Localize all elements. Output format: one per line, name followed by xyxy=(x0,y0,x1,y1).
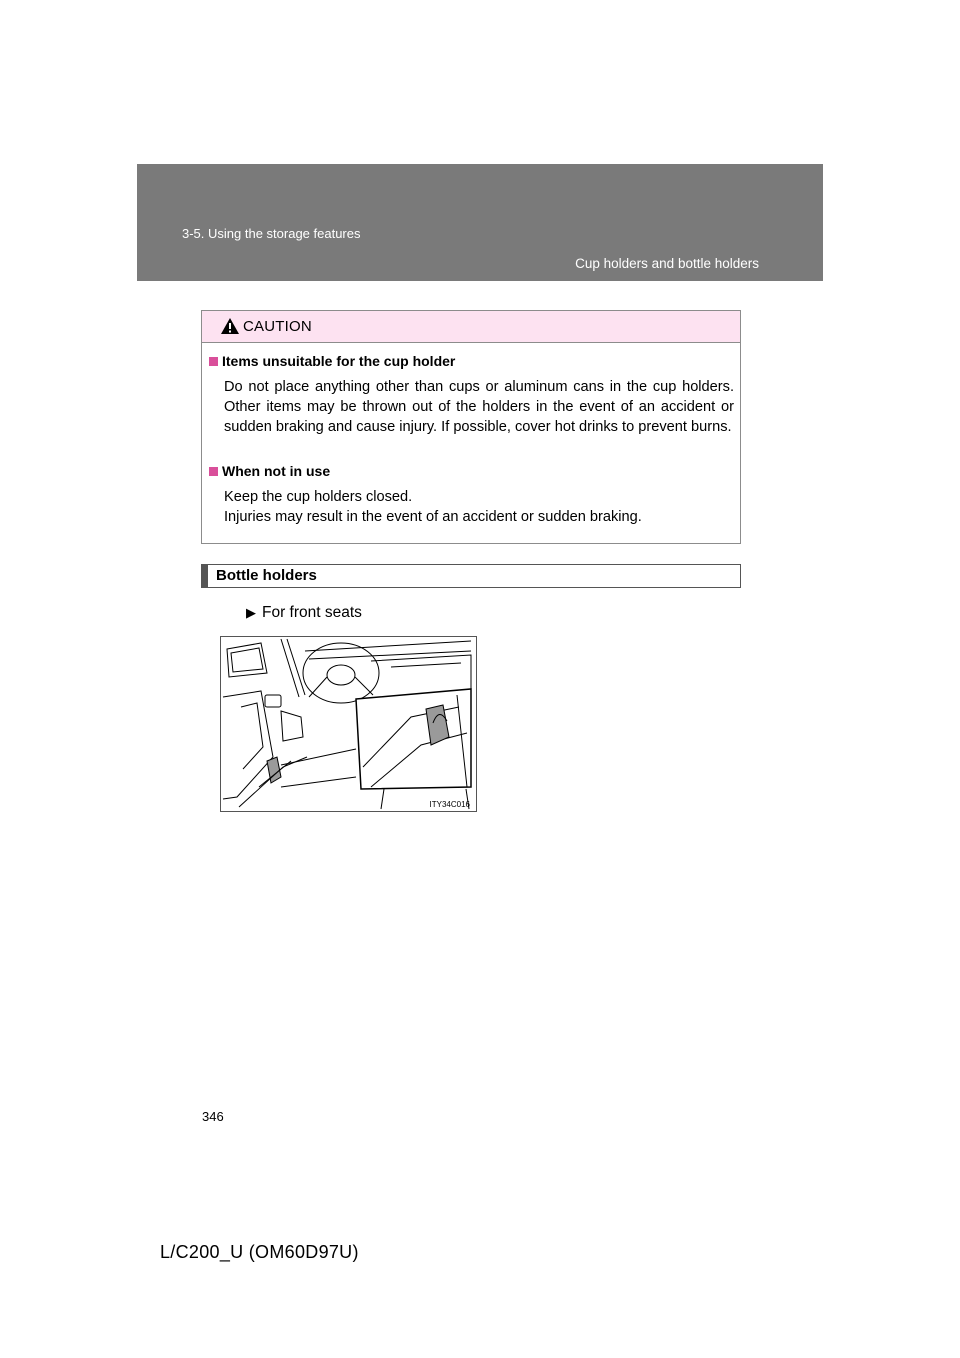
triangle-pointer-icon: ▶ xyxy=(246,605,256,620)
caution-item-text: Keep the cup holders closed. xyxy=(224,489,413,505)
car-interior-illustration xyxy=(221,637,476,811)
caution-item-not-in-use xyxy=(209,461,734,527)
section-heading-bar xyxy=(201,564,741,588)
document-code: L/C200_U (OM60D97U) xyxy=(160,1242,359,1262)
section-breadcrumb: 3-5. Using the storage features xyxy=(182,226,361,241)
caution-item-text: Do not place anything other than cups or aluminum cans in the cup holders. Other items may be thrown out of the holders in the event of an accident or sudden braking and cause injury. If possible, cover hot drinks to prevent burns. xyxy=(224,379,734,435)
page-subtitle: Cup holders and bottle holders xyxy=(575,256,759,271)
section-title: Bottle holders xyxy=(216,567,317,584)
caution-label: CAUTION xyxy=(243,318,312,335)
page-number: 346 xyxy=(202,1109,224,1124)
page-header xyxy=(137,164,823,281)
caution-box xyxy=(201,310,741,544)
caution-item-title: Items unsuitable for the cup holder xyxy=(222,353,456,369)
sub-item-label: For front seats xyxy=(262,604,362,621)
caution-item-unsuitable xyxy=(209,351,734,437)
caution-header xyxy=(202,311,740,343)
warning-icon xyxy=(220,317,240,335)
sub-item xyxy=(246,604,362,622)
section-marker xyxy=(202,565,208,587)
caution-item-title: When not in use xyxy=(222,463,331,479)
caution-item-text: Injuries may result in the event of an accident or sudden braking. xyxy=(224,509,642,525)
square-bullet-icon xyxy=(209,467,218,476)
bottle-holder-illustration xyxy=(220,636,477,812)
figure-code: ITY34C016 xyxy=(429,800,470,809)
square-bullet-icon xyxy=(209,357,218,366)
